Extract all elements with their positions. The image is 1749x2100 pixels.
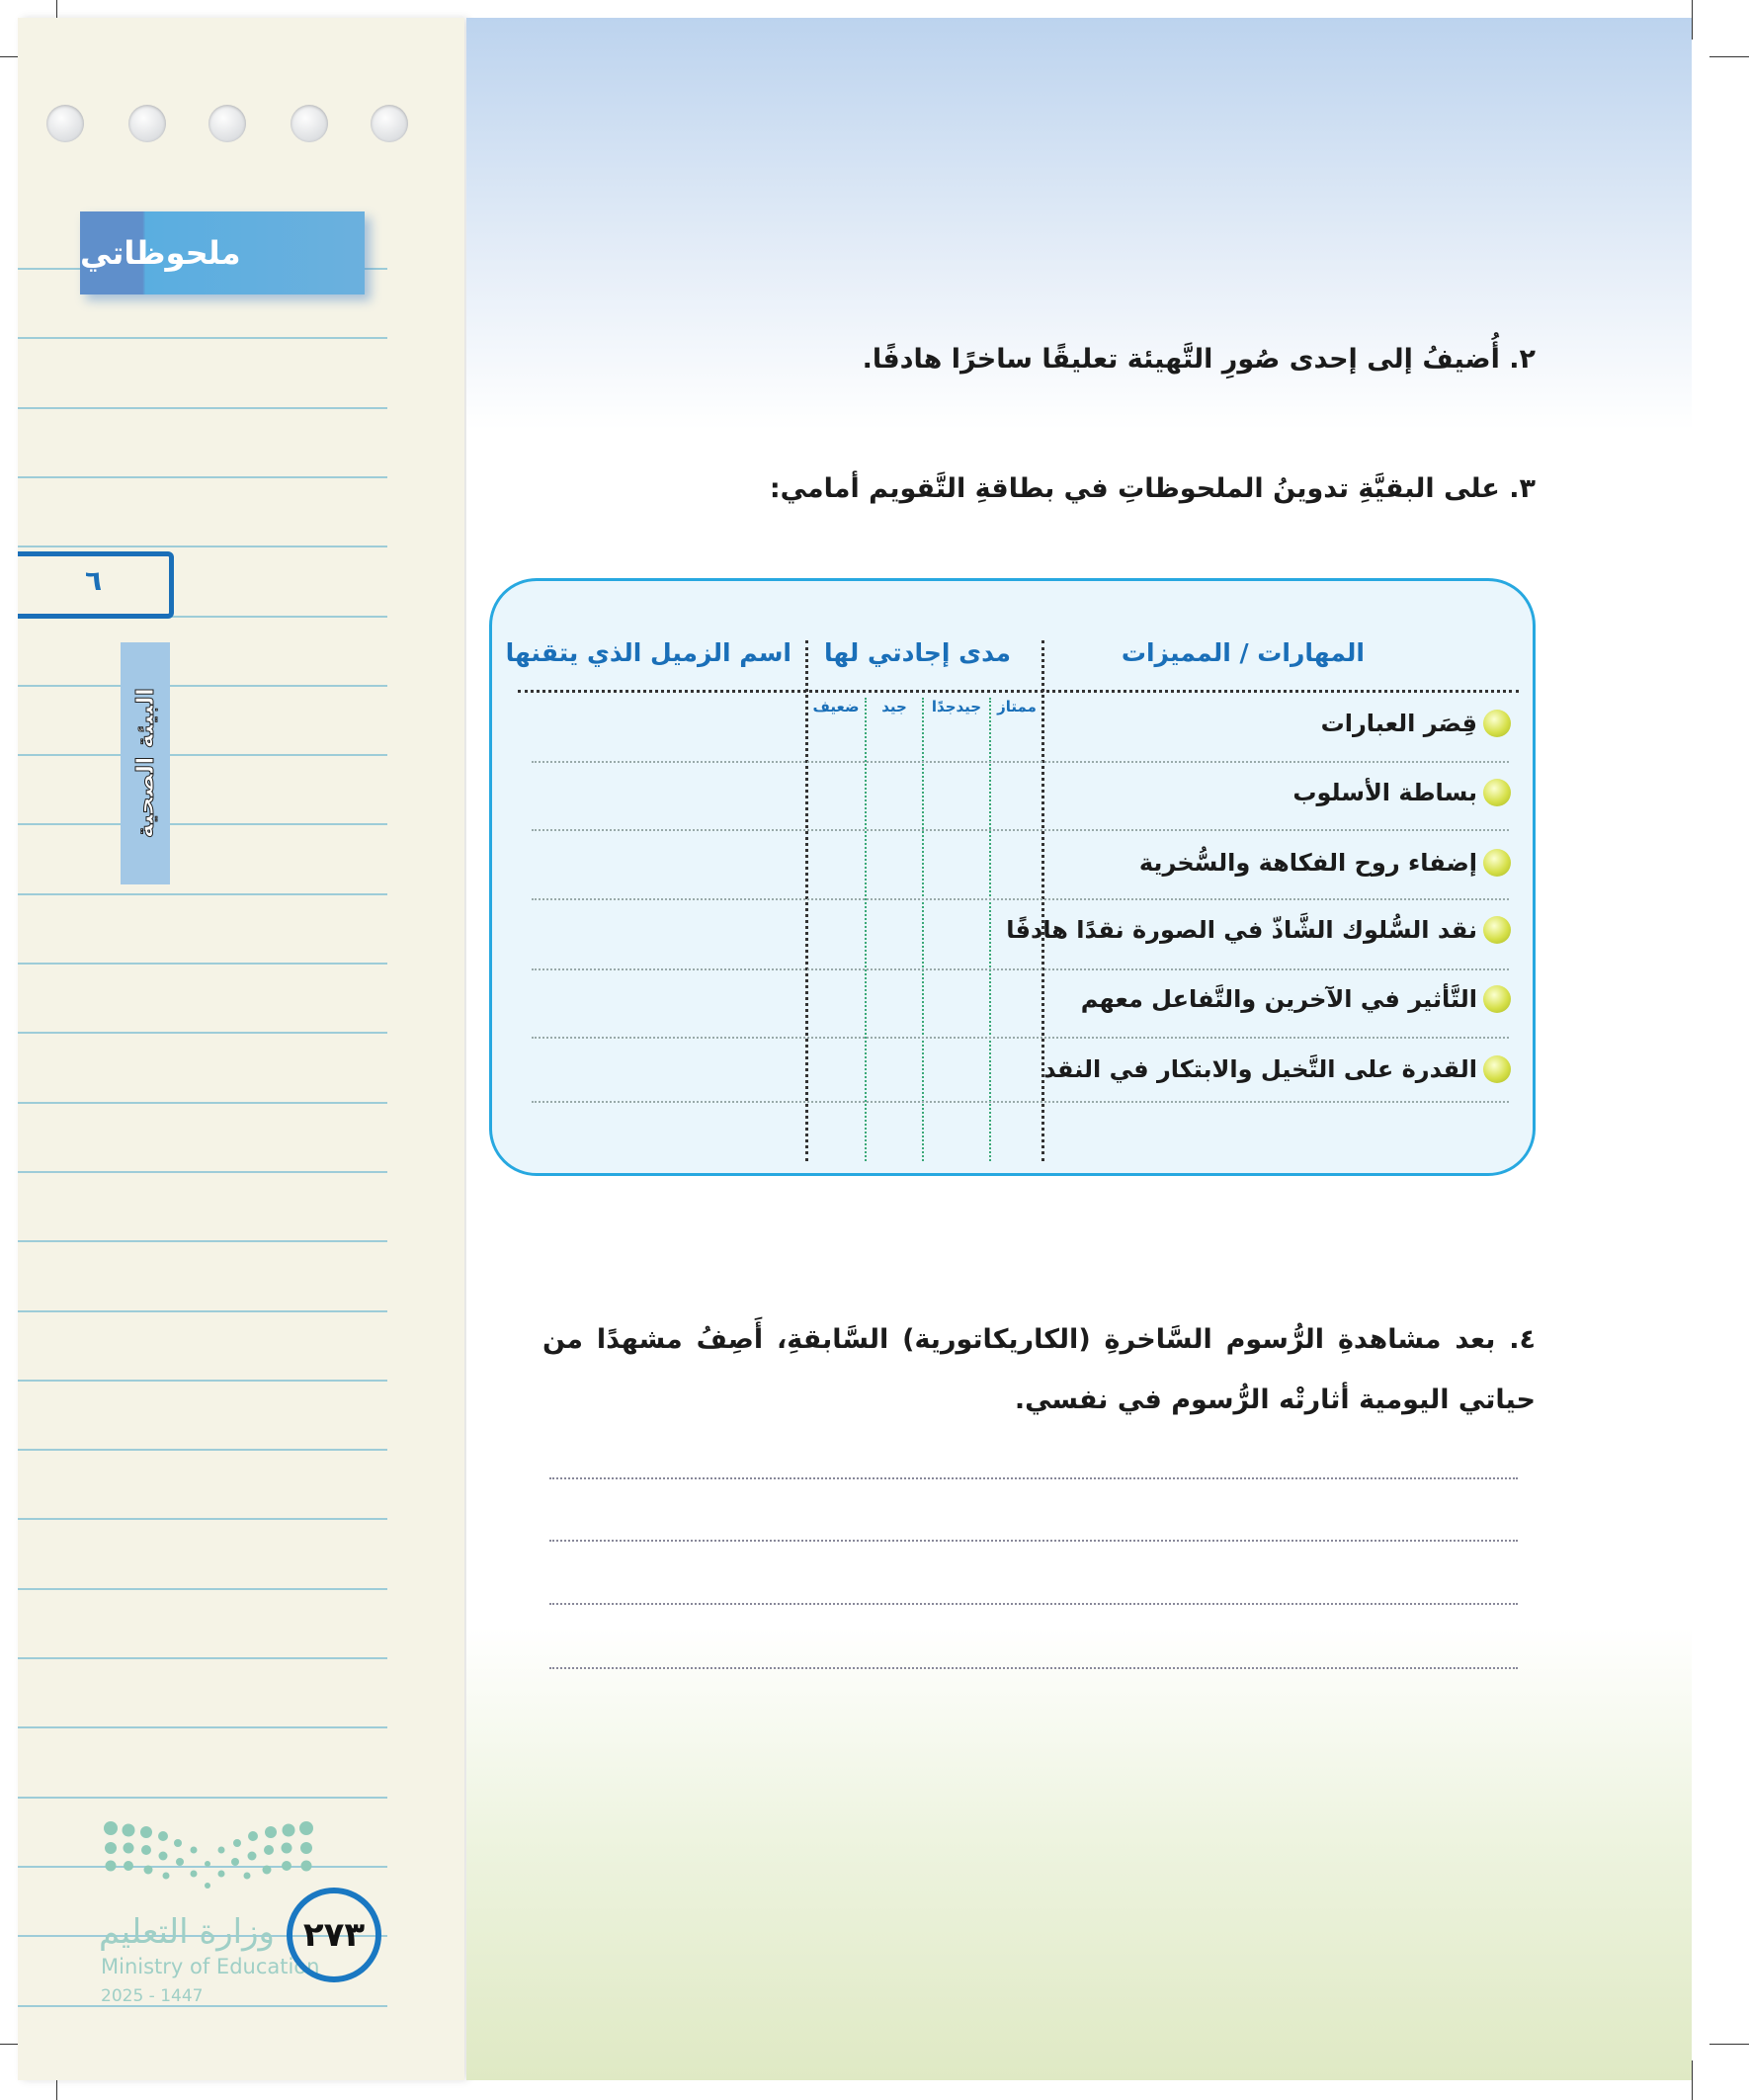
- ruled-line: [18, 1588, 387, 1590]
- row-divider: [532, 1101, 1509, 1103]
- answer-line[interactable]: [549, 1477, 1518, 1479]
- binder-hole: [371, 105, 408, 142]
- ruled-line: [18, 893, 387, 895]
- ruled-line: [18, 1380, 387, 1382]
- answer-line[interactable]: [549, 1667, 1518, 1669]
- evaluation-card: [489, 578, 1536, 1176]
- ruled-line: [18, 546, 387, 547]
- ministry-logo-dots: [99, 1818, 326, 1897]
- ruled-line: [18, 1240, 387, 1242]
- row-divider: [532, 829, 1509, 831]
- skill-label: نقد السُّلوك الشَّاذّ في الصورة نقدًا هادفًا: [1006, 916, 1477, 944]
- bullet-icon: [1483, 849, 1511, 877]
- chapter-number: ٦: [84, 564, 103, 597]
- header-peer: اسم الزميل الذي يتقنها: [505, 638, 791, 667]
- ministry-logo-english: Ministry of Education: [101, 1955, 320, 1978]
- skill-row: [1139, 849, 1511, 877]
- column-divider: [805, 640, 808, 1161]
- bullet-icon: [1483, 916, 1511, 944]
- ministry-logo-year: 2025 - 1447: [101, 1986, 204, 2006]
- crop-mark: [1709, 56, 1749, 57]
- header-rating: مدى إجادتي لها: [823, 638, 1011, 667]
- crop-mark: [1692, 2060, 1693, 2100]
- skill-label: إضفاء روح الفكاهة والسُّخرية: [1138, 849, 1477, 877]
- ruled-line: [18, 685, 387, 687]
- crop-mark: [1709, 2044, 1749, 2045]
- crop-mark: [1692, 0, 1693, 40]
- skill-label: القدرة على التَّخيل والابتكار في النقد: [1043, 1055, 1477, 1083]
- ministry-logo-arabic: وزارة التعليم: [99, 1912, 275, 1952]
- binder-hole: [208, 105, 246, 142]
- rating-good: جيد: [881, 698, 907, 715]
- binder-hole: [128, 105, 166, 142]
- ruled-line: [18, 476, 387, 478]
- skill-row: [1292, 779, 1511, 806]
- skill-row: [1081, 985, 1511, 1013]
- rating-weak: ضعيف: [812, 698, 860, 715]
- ruled-line: [18, 1726, 387, 1728]
- ruled-line: [18, 754, 387, 756]
- unit-title: البيئة الصحية: [131, 688, 159, 839]
- ruled-line: [18, 1657, 387, 1659]
- skill-row: [1006, 916, 1511, 944]
- question-2: ٢. أُضيفُ إلى إحدى صُورِ التَّهيئة تعليقًا ساخرًا هادفًا.: [862, 344, 1536, 375]
- header-skills: المهارات / المميزات: [1121, 638, 1365, 667]
- header-divider: [518, 690, 1519, 693]
- skill-row: [1321, 710, 1511, 737]
- row-divider: [532, 898, 1509, 900]
- skill-label: بساطة الأسلوب: [1292, 779, 1477, 806]
- ruled-line: [18, 823, 387, 825]
- notes-sidebar: [18, 18, 464, 2080]
- ruled-line: [18, 1797, 387, 1799]
- binder-hole: [46, 105, 84, 142]
- answer-line[interactable]: [549, 1603, 1518, 1605]
- row-divider: [532, 968, 1509, 970]
- notes-title: ملحوظاتي: [80, 234, 241, 272]
- ruled-line: [18, 1032, 387, 1034]
- binder-hole: [291, 105, 328, 142]
- ruled-line: [18, 407, 387, 409]
- ruled-line: [18, 1449, 387, 1451]
- row-divider: [532, 761, 1509, 763]
- question-4-line-1: ٤. بعد مشاهدةِ الرُّسوم السَّاخرةِ (الكاريكاتورية) السَّابقةِ، أَصِفُ مشهدًا من: [542, 1324, 1536, 1355]
- ruled-line: [18, 963, 387, 965]
- bullet-icon: [1483, 710, 1511, 737]
- page-number: [287, 1888, 381, 1982]
- rating-divider: [989, 698, 991, 1161]
- rating-divider: [865, 698, 867, 1161]
- ruled-line: [18, 1310, 387, 1312]
- row-divider: [532, 1037, 1509, 1039]
- skill-row: [1043, 1055, 1511, 1083]
- question-3: ٣. على البقيَّةِ تدوينُ الملحوظاتِ في بطاقةِ التَّقويم أمامي:: [769, 473, 1536, 504]
- unit-tab: [121, 642, 170, 884]
- bullet-icon: [1483, 1055, 1511, 1083]
- notes-title-tab: [80, 211, 365, 294]
- bullet-icon: [1483, 779, 1511, 806]
- ruled-line: [18, 1171, 387, 1173]
- skill-label: التَّأثير في الآخرين والتَّفاعل معهم: [1080, 985, 1477, 1013]
- ruled-line: [18, 1102, 387, 1104]
- page-number-text: ٢٧٣: [302, 1915, 366, 1955]
- chapter-number-box: [18, 551, 174, 619]
- ruled-line: [18, 337, 387, 339]
- bullet-icon: [1483, 985, 1511, 1013]
- rating-divider: [922, 698, 924, 1161]
- rating-very-good: جيدجدًا: [931, 698, 982, 715]
- question-4-line-2: حياتي اليومية أثارتْه الرُّسوم في نفسي.: [1014, 1385, 1536, 1415]
- skill-label: قِصَر العبارات: [1320, 710, 1477, 737]
- answer-line[interactable]: [549, 1540, 1518, 1542]
- rating-excellent: ممتاز: [997, 698, 1037, 715]
- ruled-line: [18, 1518, 387, 1520]
